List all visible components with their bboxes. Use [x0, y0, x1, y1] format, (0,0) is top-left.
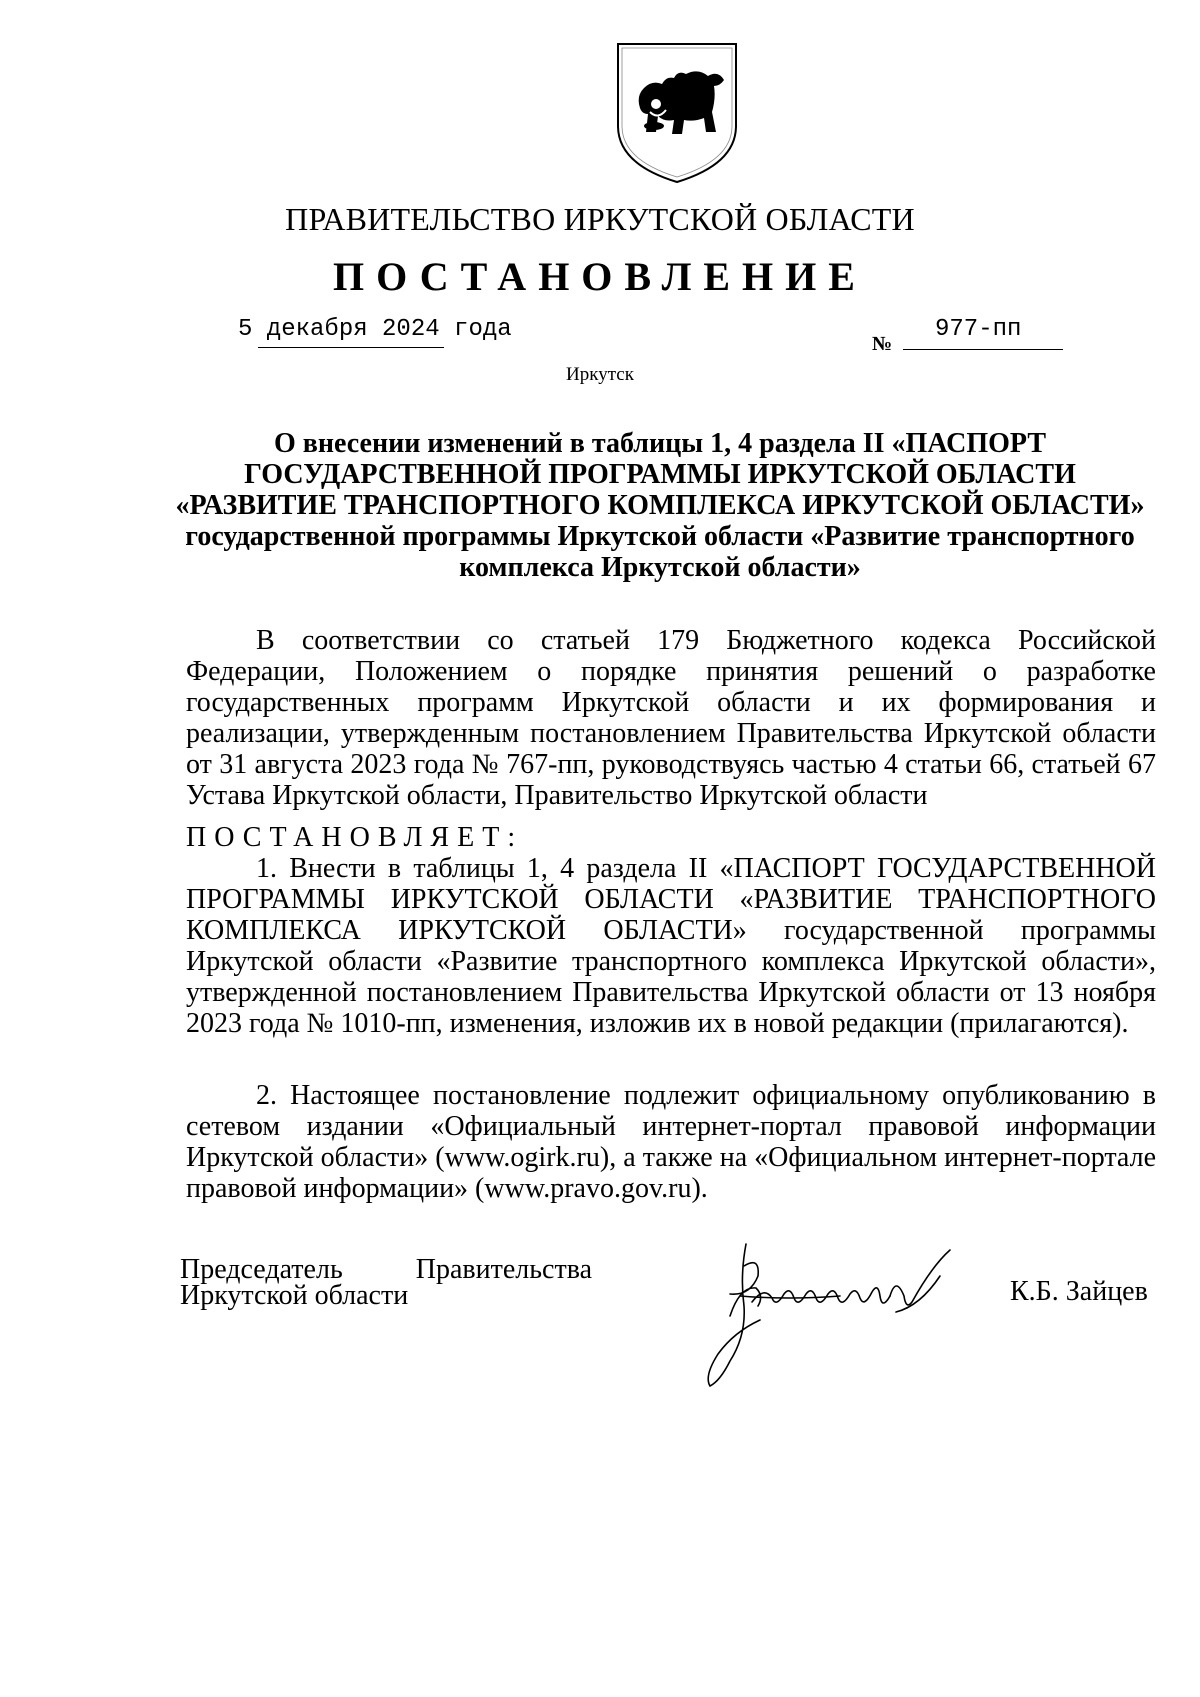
signer-position-line-1: Председатель Правительства: [180, 1254, 592, 1285]
coat-of-arms-icon: [614, 40, 740, 186]
preamble-paragraph: В соответствии со статьей 179 Бюджетного кодекса Российской Федерации, Положением о порядке принятия решений о разработке государственных программ Иркутской области и их формирования и реализации, утвержденным постановлением Правительства Иркутской области от 31 августа 2023 года № 767-пп, руководствуясь частью 4 статьи 66, статьей 67 Устава Иркутской области, Правительство Иркутской области: [186, 625, 1156, 811]
resolves-heading: ПОСТАНОВЛЯЕТ:: [186, 822, 524, 853]
handwritten-signature-icon: [700, 1236, 960, 1391]
signer-position-line-2: Иркутской области: [180, 1280, 409, 1311]
document-date: 5 декабря 2024 года: [238, 316, 512, 343]
date-underline: [258, 347, 444, 348]
number-sign: №: [872, 333, 893, 355]
document-number: 977-пп: [935, 316, 1022, 343]
item-2-paragraph: 2. Настоящее постановление подлежит официальному опубликованию в сетевом издании «Официальный интернет-портал правовой информации Иркутской области» (www.ogirk.ru), а также на «Официальном интернет-портале правовой информации» (www.pravo.gov.ru).: [186, 1080, 1156, 1204]
signer-name: К.Б. Зайцев: [1010, 1276, 1148, 1307]
document-type: ПОСТАНОВЛЕНИЕ: [333, 254, 867, 299]
item-1-paragraph: 1. Внести в таблицы 1, 4 раздела II «ПАСПОРТ ГОСУДАРСТВЕННОЙ ПРОГРАММЫ ИРКУТСКОЙ ОБЛАСТИ «РАЗВИТИЕ ТРАНСПОРТНОГО КОМПЛЕКСА ИРКУТСКОЙ ОБЛАСТИ» государственной программы Иркутской области «Развитие транспортного комплекса Иркутской области», утвержденной постановлением Правительства Иркутской области от 13 ноября 2023 года № 1010-пп, изменения, изложив их в новой редакции (прилагаются).: [186, 853, 1156, 1039]
organization-name: ПРАВИТЕЛЬСТВО ИРКУТСКОЙ ОБЛАСТИ: [285, 201, 915, 237]
number-underline: [903, 349, 1063, 350]
document-title: О внесении изменений в таблицы 1, 4 раздела II «ПАСПОРТ ГОСУДАРСТВЕННОЙ ПРОГРАММЫ ИРКУТСКОЙ ОБЛАСТИ «РАЗВИТИЕ ТРАНСПОРТНОГО КОМПЛЕКСА ИРКУТСКОЙ ОБЛАСТИ» государственной программы Иркутской области «Развитие транспортного комплекса Иркутской области»: [175, 428, 1145, 583]
city: Иркутск: [566, 364, 634, 385]
